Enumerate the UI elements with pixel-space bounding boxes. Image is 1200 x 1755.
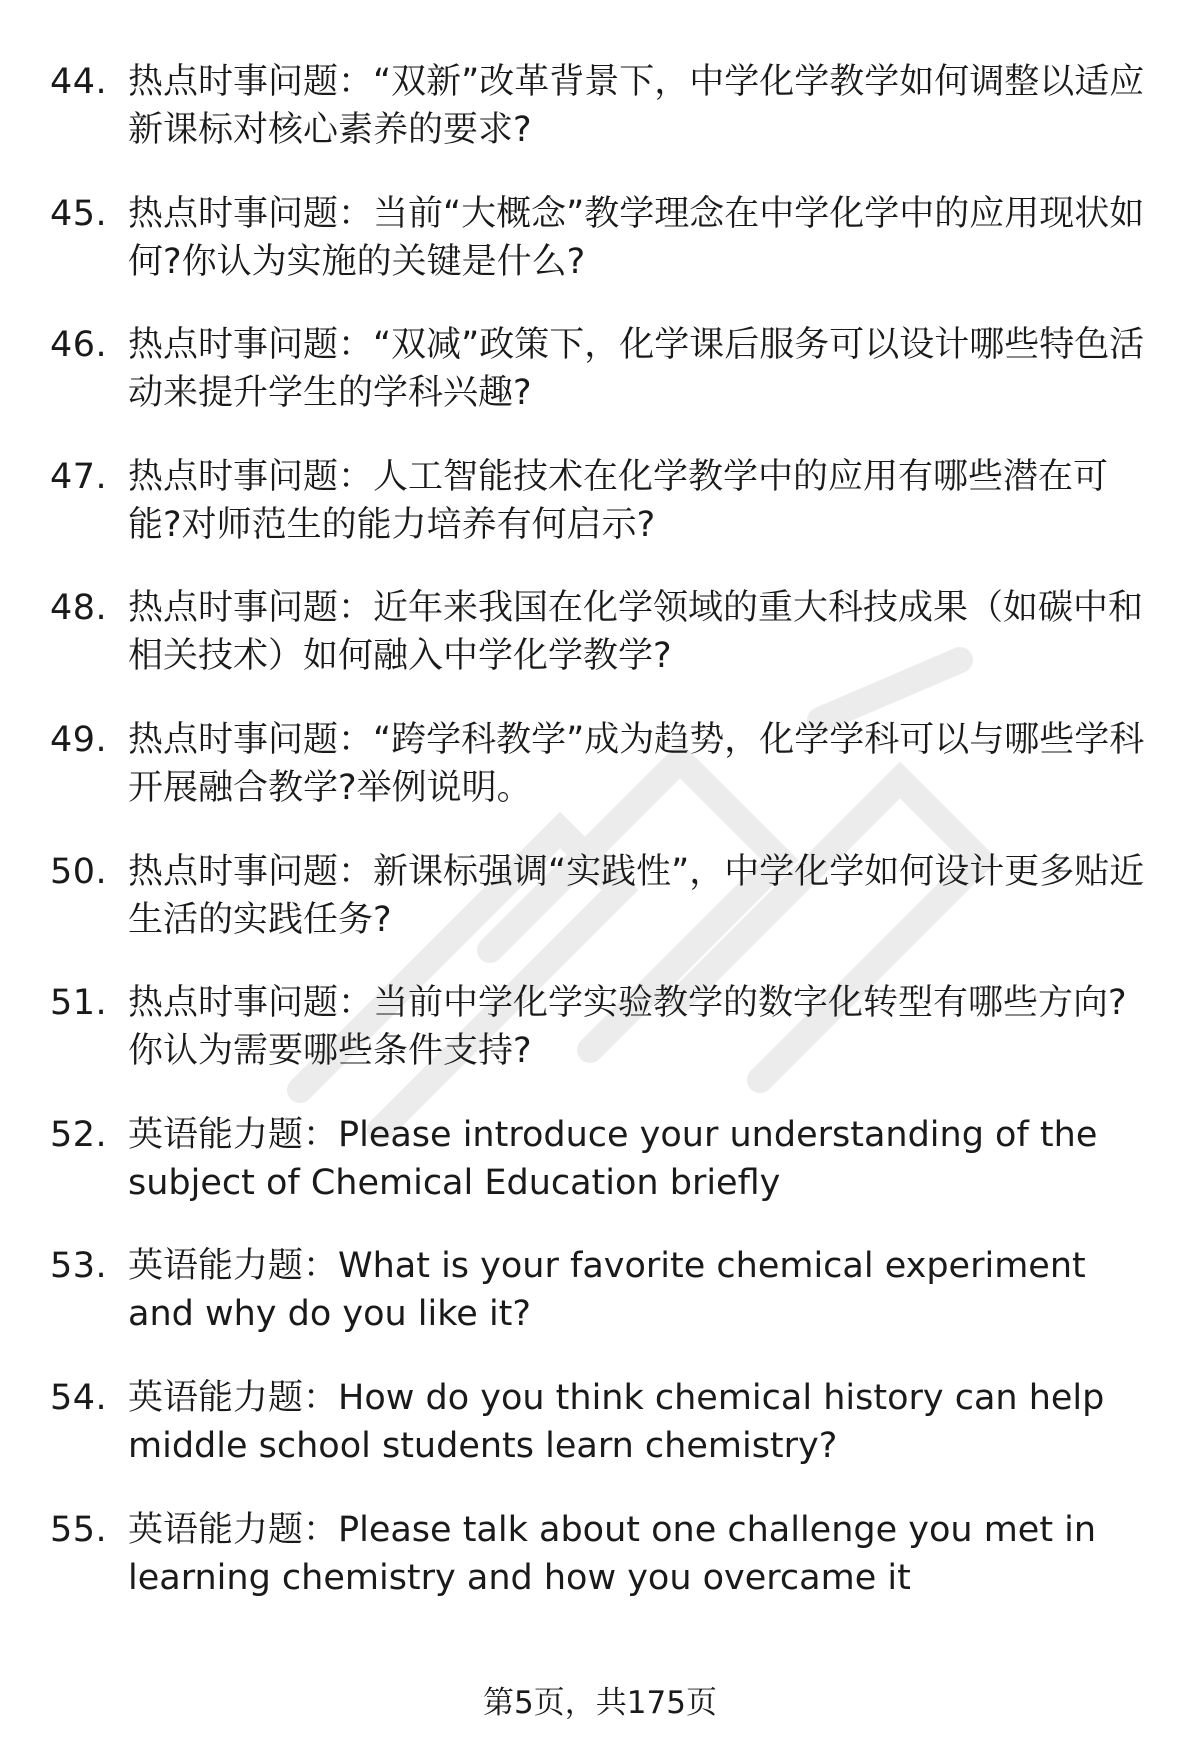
list-item-question-45 [50,190,1160,322]
list-item-question-47 [50,453,1160,585]
page-number-footer: 第5页，共175页 [483,1685,717,1721]
question-number: 54. [50,1377,108,1418]
question-text: 热点时事问题：当前“大概念”教学理念在中学化学中的应用现状如何?你认为实施的关键是什么? [128,193,1145,282]
question-number: 52. [50,1114,108,1155]
question-number: 50. [50,851,108,892]
question-text: 热点时事问题：新课标强调“实践性”，中学化学如何设计更多贴近生活的实践任务? [128,851,1145,940]
question-text: 热点时事问题：“跨学科教学”成为趋势，化学学科可以与哪些学科开展融合教学?举例说明。 [128,719,1145,808]
question-text: 英语能力题：Please talk about one challenge you met in learning chemistry and how you overcame it [128,1509,1097,1598]
question-number: 53. [50,1246,108,1287]
list-item-question-52 [50,1111,1160,1243]
question-text: 热点时事问题：当前中学化学实验教学的数字化转型有哪些方向?你认为需要哪些条件支持? [128,983,1127,1072]
question-text: 热点时事问题：“双减”政策下，化学课后服务可以设计哪些特色活动来提升学生的学科兴趣? [128,325,1145,414]
list-item-question-54 [50,1374,1160,1506]
list-item-question-53 [50,1242,1160,1374]
question-text: 英语能力题：What is your favorite chemical experiment and why do you like it? [128,1246,1086,1335]
question-number: 51. [50,983,108,1024]
question-number: 44. [50,62,108,102]
list-item-question-46 [50,321,1160,453]
question-text: 热点时事问题：人工智能技术在化学教学中的应用有哪些潜在可能?对师范生的能力培养有何启示? [128,456,1109,545]
question-text: 英语能力题：How do you think chemical history can help middle school students learn chemistry? [128,1377,1105,1466]
question-text: 英语能力题：Please introduce your understanding of the subject of Chemical Education briefly [128,1114,1098,1203]
question-number: 55. [50,1509,108,1550]
list-item-question-51 [50,979,1160,1111]
question-number: 45. [50,193,108,234]
list-item-question-50 [50,848,1160,980]
question-number: 46. [50,325,108,366]
question-number: 47. [50,456,108,497]
list-item-question-48 [50,584,1160,716]
question-text: 热点时事问题：“双新”改革背景下，中学化学教学如何调整以适应新课标对核心素养的要求? [128,62,1145,150]
list-item-question-44 [50,58,1160,190]
list-item-question-55 [50,1506,1160,1638]
question-text: 热点时事问题：近年来我国在化学领域的重大科技成果（如碳中和相关技术）如何融入中学化学教学? [128,588,1144,677]
question-list [50,58,1160,1637]
question-number: 49. [50,719,108,760]
question-number: 48. [50,588,108,629]
list-item-question-49 [50,716,1160,848]
